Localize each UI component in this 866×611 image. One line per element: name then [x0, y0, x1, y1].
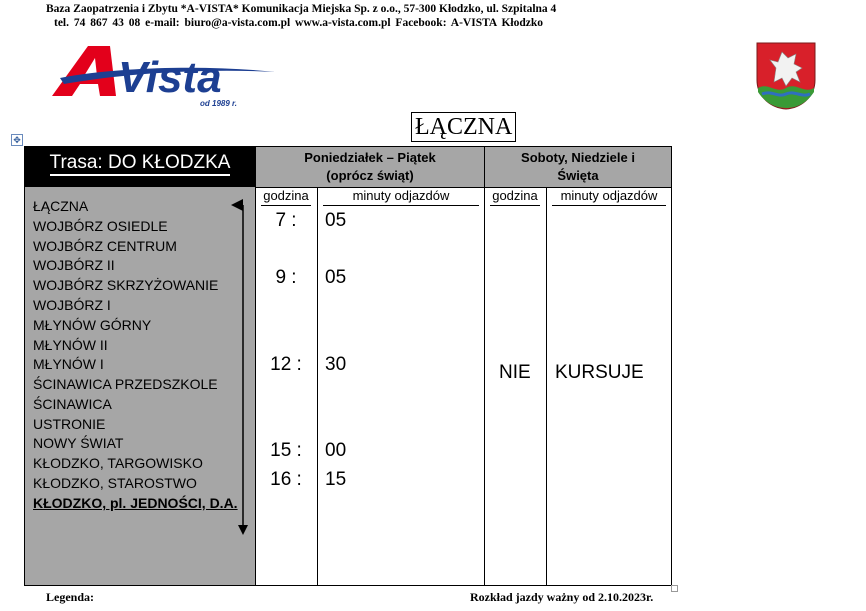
weekdays-minutes-label: minuty odjazdów: [352, 188, 450, 203]
list-item: WOJBÓRZ OSIEDLE: [33, 218, 168, 234]
column-divider: [484, 187, 485, 585]
departure-minutes: 30: [325, 354, 347, 375]
weekend-status-not: NIE: [499, 362, 531, 383]
departure-hour: 7 :: [275, 210, 297, 231]
list-item: MŁYNÓW II: [33, 337, 108, 353]
label-underline: [552, 205, 666, 206]
list-item-terminus: KŁODZKO, pl. JEDNOŚCI, D.A.: [33, 495, 238, 511]
list-item: ŁĄCZNA: [33, 198, 89, 214]
weekdays-header-line1: Poniedziałek – Piątek: [304, 150, 436, 165]
list-item: KŁODZKO, STAROSTWO: [33, 475, 197, 491]
weekdays-header: [255, 147, 484, 187]
timetable: [24, 146, 672, 586]
weekends-header-line2: Święta: [557, 168, 599, 183]
list-item: WOJBÓRZ II: [33, 257, 115, 273]
departure-hour: 9 :: [275, 267, 297, 288]
route-direction-arrow-icon: [231, 195, 255, 535]
departure-minutes: 05: [325, 267, 347, 288]
list-item: USTRONIE: [33, 416, 106, 432]
weekends-hour-label: godzina: [492, 188, 538, 203]
avista-logo: [50, 38, 280, 110]
departure-hour: 16 :: [270, 469, 302, 490]
label-underline: [261, 205, 311, 206]
departure-hour: 15 :: [270, 440, 302, 461]
column-divider: [255, 187, 256, 585]
weekends-header-line1: Soboty, Niedziele i: [521, 150, 635, 165]
weekend-status-runs: KURSUJE: [555, 362, 644, 383]
svg-text:od 1989 r.: od 1989 r.: [200, 99, 237, 108]
stop-name-title: ŁĄCZNA: [411, 112, 516, 142]
list-item: MŁYNÓW GÓRNY: [33, 317, 152, 333]
list-item: ŚCINAWICA PRZEDSZKOLE: [33, 376, 218, 392]
departure-hour: 12 :: [270, 354, 302, 375]
table-move-handle-icon[interactable]: ✥: [11, 134, 23, 146]
list-item: KŁODZKO, TARGOWISKO: [33, 455, 203, 471]
stops-column: [25, 187, 255, 585]
list-item: WOJBÓRZ SKRZYŻOWANIE: [33, 277, 219, 293]
list-item: WOJBÓRZ I: [33, 297, 111, 313]
company-contact-line: tel. 74 867 43 08 e-mail: biuro@a-vista.com.pl www.a-vista.com.pl Facebook: A-VISTA Kłodzko: [54, 17, 543, 29]
route-header: [25, 147, 255, 187]
weekdays-header-line2: (oprócz świąt): [326, 168, 414, 183]
legend-label: Legenda:: [46, 590, 94, 604]
table-resize-handle[interactable]: [671, 585, 678, 592]
list-item: MŁYNÓW I: [33, 356, 104, 372]
route-title: Trasa: DO KŁODZKA: [50, 151, 231, 176]
weekdays-hour-label: godzina: [263, 188, 309, 203]
departure-minutes: 05: [325, 210, 347, 231]
departure-minutes: 00: [325, 440, 347, 461]
list-item: ŚCINAWICA: [33, 396, 112, 412]
weekends-minutes-label: minuty odjazdów: [560, 188, 658, 203]
validity-note: Rozkład jazdy ważny od 2.10.2023r.: [470, 590, 654, 604]
label-underline: [323, 205, 479, 206]
weekends-header: [484, 147, 671, 187]
coat-of-arms-icon: [756, 42, 816, 110]
column-divider: [546, 187, 547, 585]
list-item: WOJBÓRZ CENTRUM: [33, 238, 177, 254]
company-address-line: Baza Zaopatrzenia i Zbytu *A-VISTA* Komunikacja Miejska Sp. z o.o., 57-300 Kłodzko, ul. Szpitalna 4: [46, 3, 557, 15]
column-divider: [317, 187, 318, 585]
departure-minutes: 15: [325, 469, 347, 490]
list-item: NOWY ŚWIAT: [33, 435, 124, 451]
label-underline: [490, 205, 540, 206]
svg-text:Vista: Vista: [118, 53, 222, 102]
